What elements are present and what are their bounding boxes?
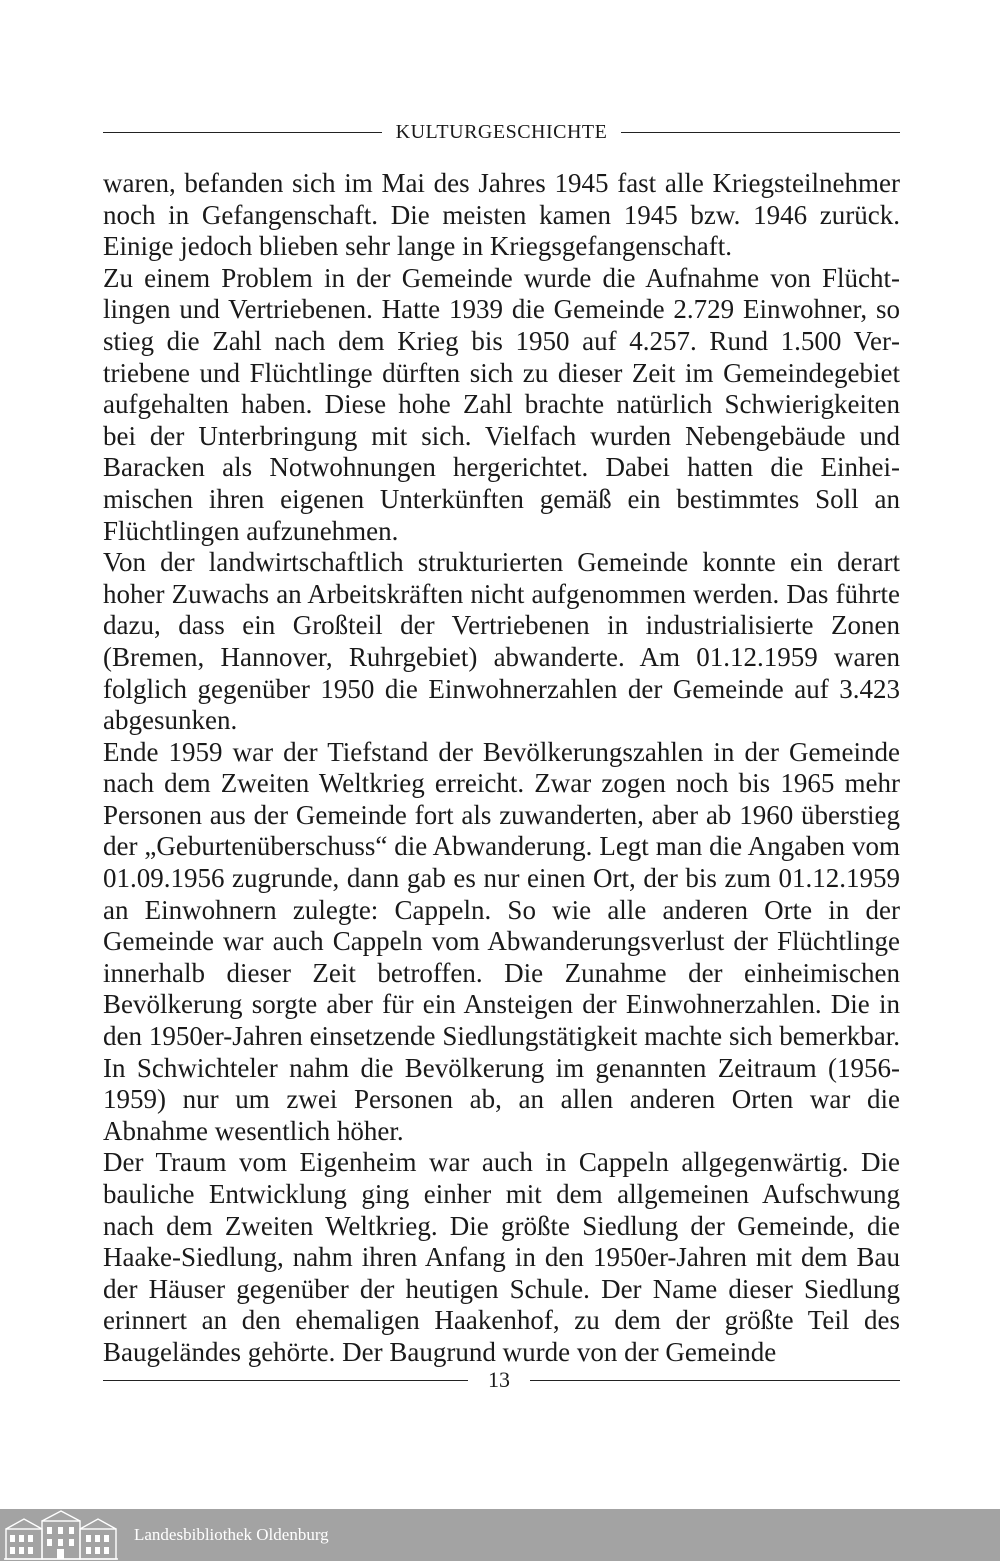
paragraph-4: Ende 1959 war der Tiefstand der Bevölkerungszahlen in der Gemeinde nach dem Zweiten Weltkrieg erreicht. Zwar zogen noch bis 1965 mehr Personen aus der Gemeinde fort als zuwanderten, aber ab 1960 überstieg der „Geburtenüberschuss“ die Abwanderung. Legt man die Angaben vom 01.09.1956 zugrunde, dann gab es nur einen Ort, der bis zum 01.12.1959 an Einwohnern zulegte: Cappeln. So wie alle anderen Orte in der Gemeinde war auch Cappeln vom Abwanderungsverlust der Flüchtlinge innerhalb dieser Zeit betroffen. Die Zunahme der einheimischen Bevölkerung sorgte aber für ein Ansteigen der Einwohnerzahlen. Die in den 1950er-Jahren einsetzende Siedlungstätigkeit machte sich bemerkbar. In Schwichteler nahm die Bevölkerung im genannten Zeitraum (1956-1959) nur um zwei Personen ab, an allen anderen Orten war die Abnahme wesentlich höher. [103,736,900,1146]
page-footer [103,1366,900,1394]
running-header [103,118,900,146]
paragraph-2: Zu einem Problem in der Gemeinde wurde die Aufnahme von Flüchtlingen und Vertriebenen. Hatte 1939 die Gemeinde 2.729 Einwohner, so stieg die Zahl nach dem Krieg bis 1950 auf 4.257. Rund 1.500 Vertriebene und Flüchtlinge dürften sich zu dieser Zeit im Gemeindegebiet aufgehalten haben. Diese hohe Zahl brachte natürlich Schwierigkeiten bei der Unterbringung mit sich. Vielfach wurden Nebengebäude und Baracken als Notwohnungen hergerichtet. Dabei hatten die Einheimischen ihren eigenen Unterkünften gemäß ein bestimmtes Soll an Flüchtlingen aufzunehmen. [103,262,900,546]
footer-rule-left [103,1380,468,1381]
paragraph-3: Von der landwirtschaftlich strukturierten Gemeinde konnte ein derart hoher Zuwachs an Arbeitskräften nicht aufgenommen werden. Das führte dazu, dass ein Großteil der Vertriebenen in industrialisierte Zonen (Bremen, Hannover, Ruhrgebiet) abwanderte. Am 01.12.1959 waren folglich gegenüber 1950 die Einwohnerzahlen der Gemeinde auf 3.423 abgesunken. [103,547,900,736]
body-text [103,168,900,1369]
header-rule-left [103,132,382,133]
paragraph-1: waren, befanden sich im Mai des Jahres 1945 fast alle Kriegsteilnehmer noch in Gefangenschaft. Die meisten kamen 1945 bzw. 1946 zurück. Einige jedoch blieben sehr lange in Kriegsgefangenschaft. [103,168,900,262]
paragraph-5: Der Traum vom Eigenheim war auch in Cappeln allgegenwärtig. Die bauliche Entwicklung ging einher mit dem allgemeinen Aufschwung nach dem Zweiten Weltkrieg. Die größte Siedlung der Gemeinde, die Haake-Siedlung, nahm ihren Anfang in den 1950er-Jahren mit dem Bau der Häuser gegenüber der heutigen Schule. Der Name dieser Siedlung erinnert an den ehemaligen Haakenhof, zu dem der größte Teil des Baugeländes gehörte. Der Baugrund wurde von der Gemeinde [103,1147,900,1367]
library-watermark-bar [0,1509,1000,1561]
library-name: Landesbibliothek Oldenburg [134,1525,329,1544]
page-number: 13 [488,1367,510,1392]
section-title: KULTURGESCHICHTE [395,120,608,143]
library-building-icon [2,1509,120,1561]
header-rule-right [621,132,900,133]
footer-rule-right [530,1380,900,1381]
